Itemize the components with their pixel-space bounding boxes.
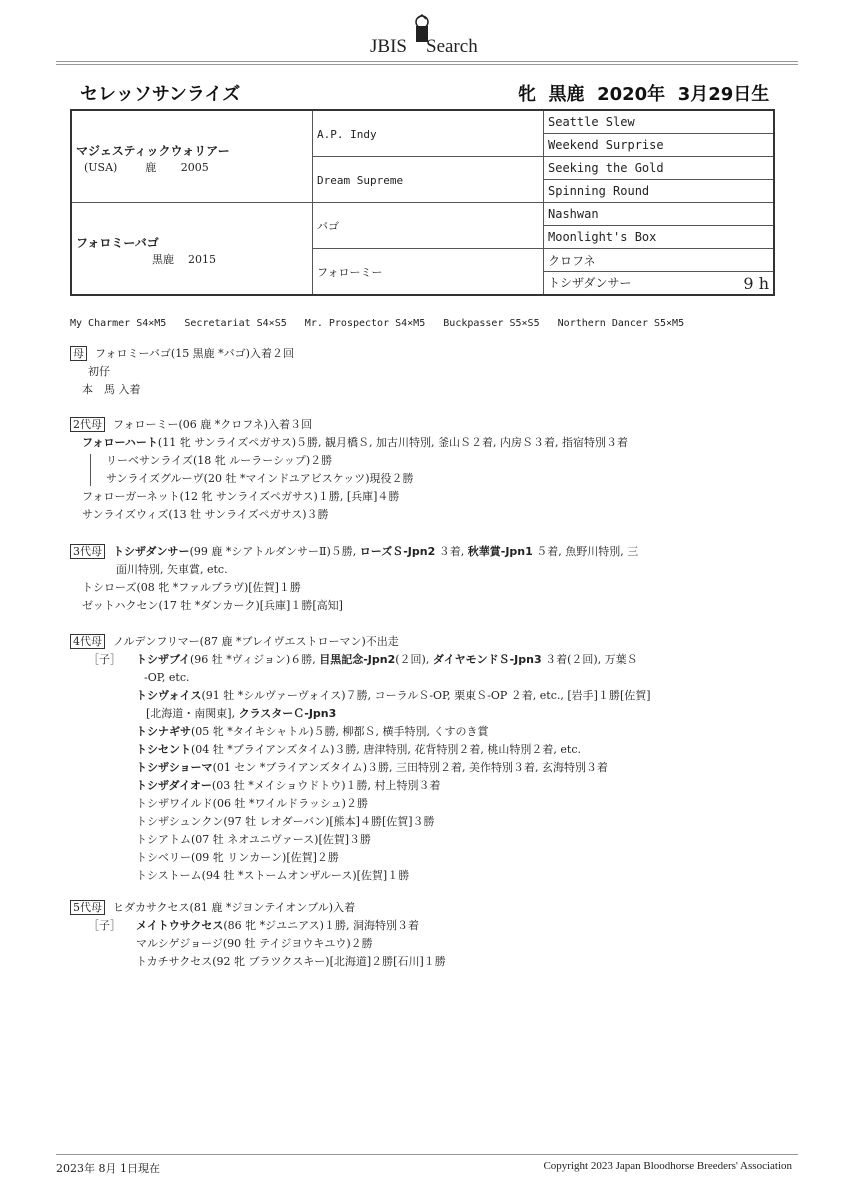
- family-line: -OP, etc.: [144, 671, 190, 684]
- pedigree-gen2-cell: [313, 249, 544, 296]
- family-text: (03 牡 *メイショウドトウ)１勝, 村上特別３着: [211, 779, 441, 792]
- pedigree-sire: [71, 110, 313, 203]
- section-tag: 母: [70, 346, 87, 361]
- family-line: トシザワイルド(06 牡 *ワイルドラッシュ)２勝: [136, 797, 368, 810]
- pedigree-dam: [71, 203, 313, 296]
- logo-text-search: Search: [426, 36, 478, 57]
- race-link: ダイヤモンドＳ-Jpn3: [432, 653, 542, 666]
- pedigree-gen3-cell: Spinning Round: [544, 180, 775, 203]
- pedigree-gen3-cell: Nashwan: [544, 203, 775, 226]
- family-text: (２回),: [395, 653, 433, 666]
- pedigree-gen3-cell: Weekend Surprise: [544, 134, 775, 157]
- family-line: トシローズ(08 牝 *ファルブラヴ)[佐賀]１勝: [82, 581, 301, 594]
- section-tag: 3代母: [70, 544, 105, 559]
- family-text: (86 牝 *ジユニアス)１勝, 洞海特別３着: [223, 919, 419, 932]
- horse-link: トシザショーマ: [136, 761, 213, 774]
- family-line: トシベリー(09 牝 リンカーン)[佐賀]２勝: [136, 851, 339, 864]
- pedigree-gen2-name: Dream Supreme: [317, 173, 404, 187]
- horse-link: トシザブイ: [136, 653, 191, 666]
- dam-details: 黒鹿 2015: [152, 253, 216, 266]
- pedigree-gen3-cell: クロフネ: [544, 249, 775, 272]
- section-third-dam: [70, 543, 638, 615]
- sire-details: (USA) 鹿 2005: [84, 161, 209, 174]
- family-line: マルシゲジョージ(90 牡 テイジヨウキユウ)２勝: [136, 937, 373, 950]
- family-line: 面川特別, 矢車賞, etc.: [116, 563, 228, 576]
- footer-copyright: Copyright 2023 Japan Bloodhorse Breeders' Association: [543, 1160, 792, 1172]
- inbreeding-summary: My Charmer S4×M5 Secretariat S4×S5 Mr. Prospector S4×M5 Buckpasser S5×S5 Northern Dancer S5×M5: [70, 318, 685, 329]
- family-line: 初仔: [88, 365, 110, 378]
- family-line: ゼットハクセン(17 牡 *ダンカーク)[兵庫]１勝[高知]: [82, 599, 343, 612]
- race-link: ローズＳ-Jpn2: [359, 545, 436, 558]
- family-line: 本 馬 入着: [82, 383, 141, 396]
- family-line: サンライズウィズ(13 牡 サンライズペガサス)３勝: [82, 508, 329, 521]
- horse-link: トシヴォイス: [136, 689, 202, 702]
- dam-name: フォロミーバゴ: [76, 236, 159, 250]
- horse-name: セレッソサンライズ: [80, 84, 241, 105]
- family-line: トカチサクセス(92 牝 ブラツクスキー)[北海道]２勝[石川]１勝: [136, 955, 446, 968]
- family-line: トシザシュンクン(97 牡 レオダーバン)[熊本]４勝[佐賀]３勝: [136, 815, 435, 828]
- section-tag: 5代母: [70, 900, 105, 915]
- section-second-dam: [70, 416, 628, 524]
- horse-link: メイトウサクセス: [136, 919, 224, 932]
- family-line: トシアトム(07 牡 ネオユニヴァース)[佐賀]３勝: [136, 833, 372, 846]
- section-fifth-dam: [70, 899, 446, 971]
- pedigree-table: [70, 109, 775, 296]
- family-line: (11 牝 サンライズペガサス)５勝, 観月橋Ｓ, 加古川特別, 釜山Ｓ２着, 内房Ｓ３着, 指宿特別３着: [157, 436, 629, 449]
- family-line: サンライズグルーヴ(20 牡 *マインドユアビスケッツ)現役２勝: [106, 472, 414, 485]
- pedigree-gen2-name: フォローミー: [317, 265, 383, 279]
- pedigree-gen2-name: バゴ: [317, 219, 339, 233]
- horse-link: フォローハート: [82, 436, 158, 449]
- family-text: (01 セン *ブライアンズタイム)３勝, 三田特別２着, 美作特別３着, 玄海特別３着: [212, 761, 608, 774]
- sibling-bracket: [90, 454, 91, 486]
- pedigree-gen2-name: A.P. Indy: [317, 127, 377, 141]
- race-link: 秋華賞-Jpn1: [467, 545, 533, 558]
- family-line: フォロミーバゴ(15 黒鹿 *バゴ)入着２回: [95, 347, 294, 360]
- family-line: ヒダカサクセス(81 鹿 *ジヨンテイオンブル)入着: [113, 901, 356, 914]
- pedigree-gen3-cell: Seeking the Gold: [544, 157, 775, 180]
- pedigree-gen2-cell: [313, 110, 544, 157]
- section-fourth-dam: [70, 633, 651, 885]
- logo-text-jbis: JBIS: [370, 36, 407, 57]
- horse-link: トシザダンサー: [113, 545, 190, 558]
- footer-rule: [56, 1154, 798, 1155]
- family-text: ５着, 魚野川特別, 三: [532, 545, 639, 558]
- jbis-search-logo: [370, 14, 500, 58]
- race-link: クラスターＣ-Jpn3: [238, 707, 337, 720]
- footer-date: 2023年 8月 1日現在: [56, 1162, 160, 1175]
- section-tag: 4代母: [70, 634, 105, 649]
- horse-link: トシザダイオー: [136, 779, 212, 792]
- pedigree-gen3-cell: Moonlight's Box: [544, 226, 775, 249]
- section-dam: [70, 345, 294, 399]
- family-text: (05 牝 *タイキシャトル)５勝, 柳都Ｓ, 横手特別, くすのき賞: [191, 725, 489, 738]
- header-rule: [56, 61, 798, 62]
- pedigree-gen3-name: トシザダンサー: [548, 275, 632, 290]
- family-line: フォローガーネット(12 牝 サンライズペガサス)１勝, [兵庫]４勝: [82, 490, 400, 503]
- family-text: [北海道・南関東],: [146, 707, 239, 720]
- inbreed-h-value: 9 h: [743, 273, 769, 293]
- family-text: (04 牡 *ブライアンズタイム)３勝, 唐津特別, 花背特別２着, 桃山特別２着, etc.: [191, 743, 581, 756]
- family-text: (96 牡 *ヴィジョン)６勝,: [190, 653, 320, 666]
- sire-name: マジェスティックウォリアー: [76, 144, 230, 158]
- pedigree-gen3-cell-last: [544, 272, 775, 296]
- section-tag: 2代母: [70, 417, 105, 432]
- horse-link: トシセント: [136, 743, 191, 756]
- family-text: ３着,: [435, 545, 468, 558]
- header-rule-2: [56, 64, 798, 65]
- horse-info: 牝 黒鹿 2020年 3月29日生: [518, 84, 770, 105]
- horse-link: トシナギサ: [136, 725, 191, 738]
- offspring-label: ［子］: [88, 653, 121, 666]
- family-line: トシストーム(94 牡 *ストームオンザルース)[佐賀]１勝: [136, 869, 410, 882]
- pedigree-gen2-cell: [313, 203, 544, 249]
- race-link: 目黒記念-Jpn2: [319, 653, 396, 666]
- pedigree-gen3-cell: Seattle Slew: [544, 110, 775, 134]
- family-line: ノルデンフリマー(87 鹿 *ブレイヴエストローマン)不出走: [113, 635, 399, 648]
- offspring-label: ［子］: [88, 919, 121, 932]
- family-text: (91 牡 *シルヴァーヴォイス)７勝, コーラルＳ-OP, 栗東Ｓ-OP ２着, etc., [岩手]１勝[佐賀]: [201, 689, 651, 702]
- family-text: ３着(２回), 万葉Ｓ: [541, 653, 638, 666]
- family-line: フォローミー(06 鹿 *クロフネ)入着３回: [113, 418, 313, 431]
- pedigree-gen2-cell: [313, 157, 544, 203]
- family-text: (99 鹿 *シアトルダンサーⅡ)５勝,: [189, 545, 360, 558]
- family-line: リーベサンライズ(18 牝 ルーラーシップ)２勝: [106, 454, 333, 467]
